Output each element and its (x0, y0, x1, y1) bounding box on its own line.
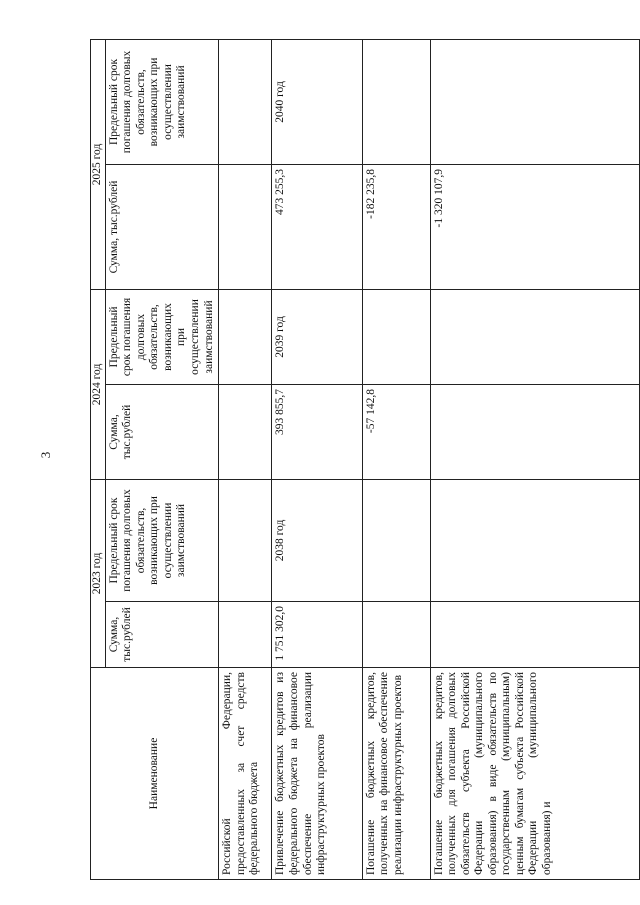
page-number: 3 (38, 451, 53, 459)
term-2024-cell (430, 289, 639, 384)
sum-2023-cell (430, 602, 639, 668)
year-header-2025: 2025 год (91, 39, 106, 289)
sum-header-2024: Сумма, тыс.рублей (105, 384, 219, 479)
table-row (219, 39, 272, 879)
sum-2024-cell: 393 855,7 (272, 384, 362, 479)
term-2025-cell: 2040 год (272, 39, 362, 164)
sum-2025-cell: 473 255,3 (272, 164, 362, 289)
term-header-2023: Предельный срок погашения долговых обязательств, возникающих при осуществлении заимствований (105, 479, 219, 601)
sum-header-2025: Сумма, тыс.рублей (105, 164, 219, 289)
table-row (272, 39, 362, 879)
row-name-cell: Погашение бюджетных кредитов, полученных на финансовое обеспечение реализации инфраструктурных проектов (362, 668, 430, 880)
sum-2023-cell: 1 751 302,0 (272, 602, 362, 668)
term-2025-cell (219, 39, 272, 164)
sum-2024-cell (219, 384, 272, 479)
name-column-header: Наименование (91, 668, 219, 880)
term-header-2025: Предельный срок погашения долговых обязательств, возникающих при осуществлении заимствований (105, 39, 219, 164)
term-2023-cell (219, 479, 272, 601)
sum-2025-cell: -1 320 107,9 (430, 164, 639, 289)
row-name-cell: Российской Федерации, предоставленных за счет средств федерального бюджета (219, 668, 272, 880)
term-2023-cell (362, 479, 430, 601)
header-row-years (91, 39, 106, 879)
term-2023-cell (430, 479, 639, 601)
sum-2024-cell: -57 142,8 (362, 384, 430, 479)
borrowings-table (90, 39, 640, 880)
rotated-table-frame (90, 40, 640, 880)
table-row (362, 39, 430, 879)
year-header-2023: 2023 год (91, 479, 106, 667)
sum-header-2023: Сумма, тыс.рублей (105, 602, 219, 668)
term-2025-cell (430, 39, 639, 164)
term-2024-cell (219, 289, 272, 384)
sum-2023-cell (362, 602, 430, 668)
term-2024-cell (362, 289, 430, 384)
sum-2025-cell: -182 235,8 (362, 164, 430, 289)
term-header-2024: Предельный срок погашения долговых обязательств, возникающих при осуществлении заимствований (105, 289, 219, 384)
term-2023-cell: 2038 год (272, 479, 362, 601)
row-name-cell: Привлечение бюджетных кредитов из федерального бюджета на финансовое обеспечение реализации инфраструктурных проектов (272, 668, 362, 880)
sum-2024-cell (430, 384, 639, 479)
row-name-cell: Погашение бюджетных кредитов, полученных для погашения долговых обязательств субъекта Российской Федерации (муниципального образования) в виде обязательств по государственным (муниципальным) ценным бумагам субъекта Российской Федерации (муниципального образования) и (430, 668, 639, 880)
sum-2025-cell (219, 164, 272, 289)
term-2025-cell (362, 39, 430, 164)
term-2024-cell: 2039 год (272, 289, 362, 384)
year-header-2024: 2024 год (91, 289, 106, 479)
table-row (430, 39, 639, 879)
sum-2023-cell (219, 602, 272, 668)
